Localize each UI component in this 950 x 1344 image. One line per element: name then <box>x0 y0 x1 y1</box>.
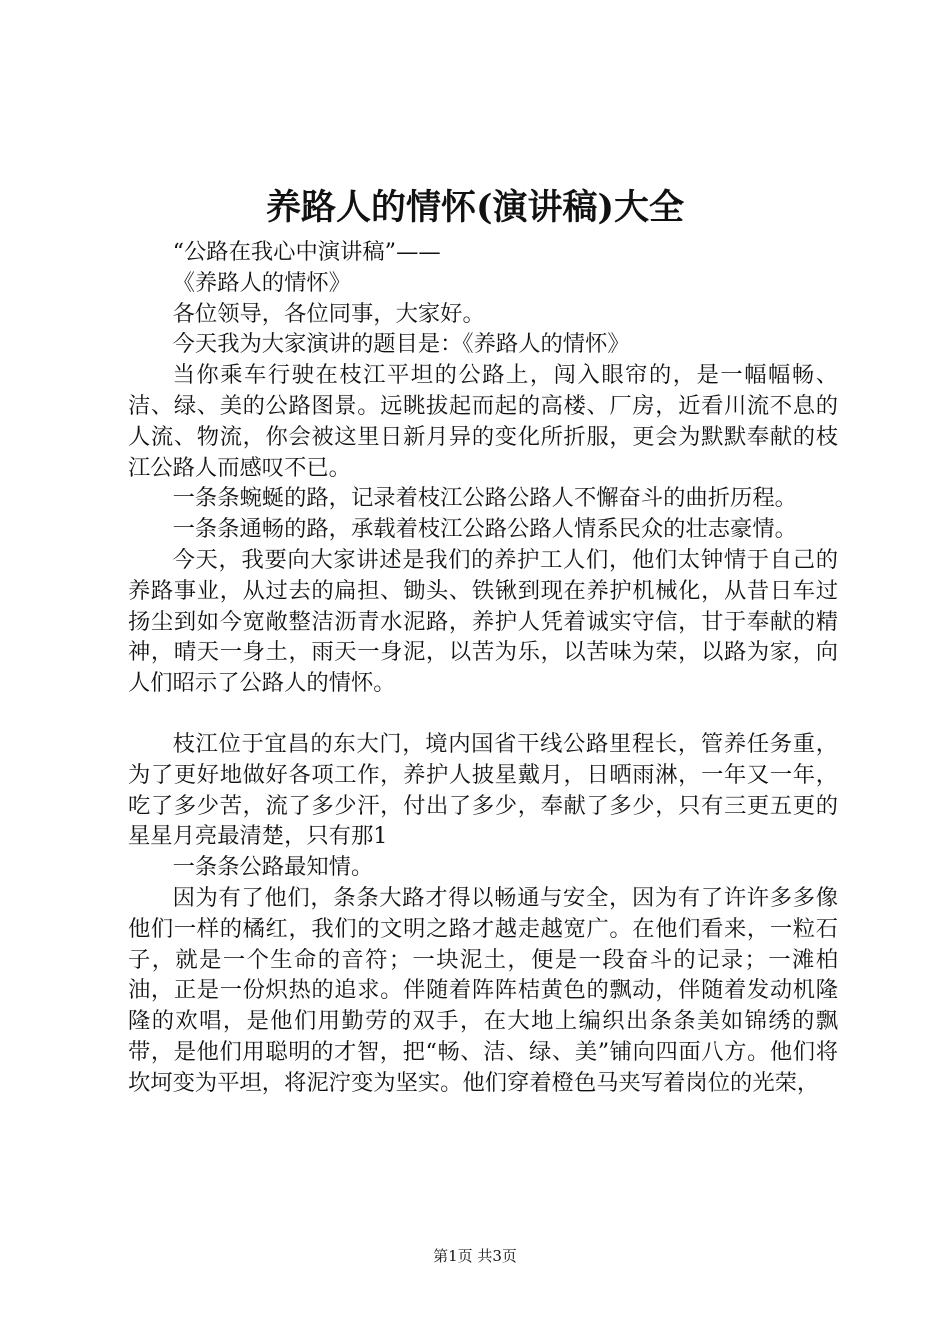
paragraph: 《养路人的情怀》 <box>172 269 351 296</box>
paragraph: 各位领导，各位同事，大家好。 <box>172 300 485 327</box>
paragraph: 一条条公路最知情。 <box>172 854 374 881</box>
paragraph: 今天，我要向大家讲述是我们的养护工人们，他们太钟情于自己的养路事业，从过去的扁担、锄头、铁锹到现在养护机械化，从昔日车过扬尘到如今宽敞整洁沥青水泥路，养护人凭着诚实守信，甘于奉献的精神，晴天一身土，雨天一身泥，以苦为乐，以苦味为荣，以路为家，向人们昭示了公路人的情怀。 <box>128 546 838 697</box>
paragraph: 一条条蜿蜒的路，记录着枝江公路公路人不懈奋斗的曲折历程。 <box>172 485 797 512</box>
paragraph: 因为有了他们，条条大路才得以畅通与安全，因为有了许许多多像他们一样的橘红，我们的文明之路才越走越宽广。在他们看来，一粒石子，就是一个生命的音符；一块泥土，便是一段奋斗的记录；一滩柏油，正是一份炽热的追求。伴随着阵阵桔黄色的飘动，伴随着发动机隆隆的欢唱，是他们用勤劳的双手，在大地上编织出条条美如锦绣的飘带，是他们用聪明的才智，把“畅、洁、绿、美”铺向四面八方。他们将坎坷变为平坦，将泥泞变为坚实。他们穿着橙色马夹写着岗位的光荣， <box>128 884 838 1096</box>
document-title: 养路人的情怀(演讲稿)大全 <box>265 187 685 228</box>
paragraph: 枝江位于宜昌的东大门，境内国省干线公路里程长，管养任务重，为了更好地做好各项工作，养护人披星戴月，日晒雨淋，一年又一年，吃了多少苦，流了多少汗，付出了多少，奉献了多少，只有三更五更的星星月亮最清楚，只有那1 <box>128 730 838 850</box>
document-body <box>128 237 838 1099</box>
paragraph: 今天我为大家演讲的题目是：《养路人的情怀》 <box>172 331 630 358</box>
page-footer: 第1页 共3页 <box>433 1247 517 1265</box>
paragraph: 一条条通畅的路，承载着枝江公路公路人情系民众的壮志豪情。 <box>172 516 797 543</box>
paragraph: 当你乘车行驶在枝江平坦的公路上，闯入眼帘的，是一幅幅畅、洁、绿、美的公路图景。远眺拔起而起的高楼、厂房，近看川流不息的人流、物流，你会被这里日新月异的变化所折服，更会为默默奉献的枝江公路人而感叹不已。 <box>128 362 838 481</box>
paragraph: “公路在我心中演讲稿”—— <box>172 239 441 265</box>
